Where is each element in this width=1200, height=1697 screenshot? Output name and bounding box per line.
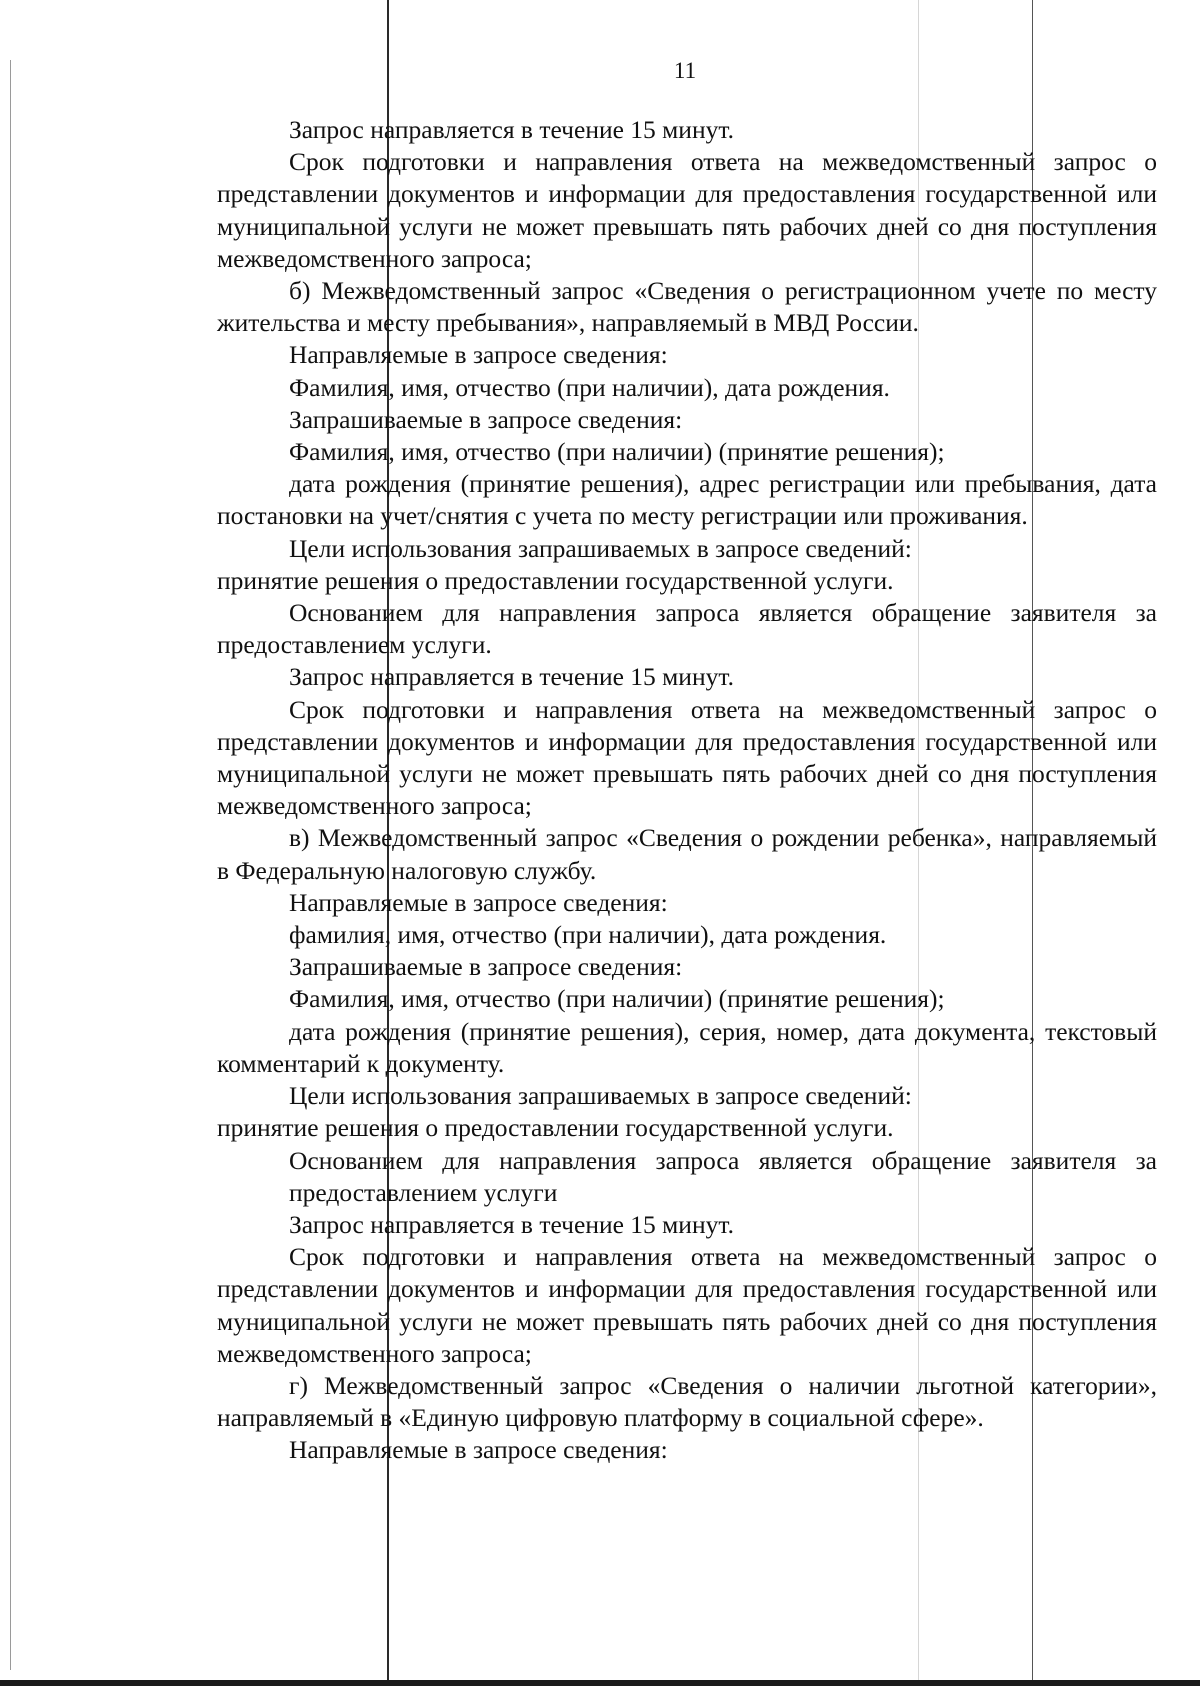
paragraph: Запрос направляется в течение 15 минут. <box>289 1209 734 1239</box>
paragraph: Запрашиваемые в запросе сведения: <box>289 952 683 982</box>
paragraph: Срок подготовки и направления ответа на межведомственный запрос о представлении документов и информации для предоставления государственной или муниципальной услуги не может превышать пять рабочих дней со дня поступления межведомственного запроса; <box>217 147 1157 273</box>
paragraph: Основанием для направления запроса является обращение заявителя за предоставлением услуги <box>289 1145 1157 1207</box>
scan-artifact-line <box>10 60 11 1670</box>
paragraph: Направляемые в запросе сведения: <box>289 340 668 370</box>
scan-bottom-edge <box>0 1680 1200 1686</box>
paragraph: дата рождения (принятие решения), адрес регистрации или пребывания, дата постановки на учет/снятия с учета по месту регистрации или проживания. <box>217 469 1157 531</box>
paragraph: Направляемые в запросе сведения: <box>289 887 668 917</box>
paragraph: Срок подготовки и направления ответа на межведомственный запрос о представлении документов и информации для предоставления государственной или муниципальной услуги не может превышать пять рабочих дней со дня поступления межведомственного запроса; <box>217 1242 1157 1368</box>
paragraph: б) Межведомственный запрос «Сведения о регистрационном учете по месту жительства и месту пребывания», направляемый в МВД России. <box>217 276 1157 338</box>
paragraph: принятие решения о предоставлении государственной услуги. <box>217 1113 894 1143</box>
paragraph: дата рождения (принятие решения), серия, номер, дата документа, текстовый комментарий к документу. <box>217 1016 1157 1078</box>
paragraph: г) Межведомственный запрос «Сведения о наличии льготной категории», направляемый в «Единую цифровую платформу в социальной сфере». <box>217 1370 1157 1433</box>
paragraph: Фамилия, имя, отчество (при наличии) (принятие решения); <box>289 437 945 467</box>
paragraph: Цели использования запрашиваемых в запросе сведений: <box>289 533 912 563</box>
paragraph: в) Межведомственный запрос «Сведения о рождении ребенка», направляемый в Федеральную налоговую службу. <box>217 823 1157 885</box>
document-body <box>217 114 1157 1467</box>
page-number: 11 <box>673 58 697 83</box>
paragraph: Цели использования запрашиваемых в запросе сведений: <box>289 1081 912 1111</box>
paragraph: Запрос направляется в течение 15 минут. <box>289 662 734 692</box>
paragraph: Срок подготовки и направления ответа на межведомственный запрос о представлении документов и информации для предоставления государственной или муниципальной услуги не может превышать пять рабочих дней со дня поступления межведомственного запроса; <box>217 694 1157 821</box>
paragraph: Запрос направляется в течение 15 минут. <box>289 115 734 144</box>
paragraph: Направляемые в запросе сведения: <box>289 1435 668 1465</box>
paragraph: принятие решения о предоставлении государственной услуги. <box>217 565 894 595</box>
paragraph: Основанием для направления запроса является обращение заявителя за предоставлением услуги. <box>217 598 1157 660</box>
paragraph: Фамилия, имя, отчество (при наличии) (принятие решения); <box>289 984 945 1014</box>
paragraph: Запрашиваемые в запросе сведения: <box>289 404 683 434</box>
paragraph: Фамилия, имя, отчество (при наличии), дата рождения. <box>289 372 890 402</box>
paragraph: фамилия, имя, отчество (при наличии), дата рождения. <box>289 920 887 950</box>
